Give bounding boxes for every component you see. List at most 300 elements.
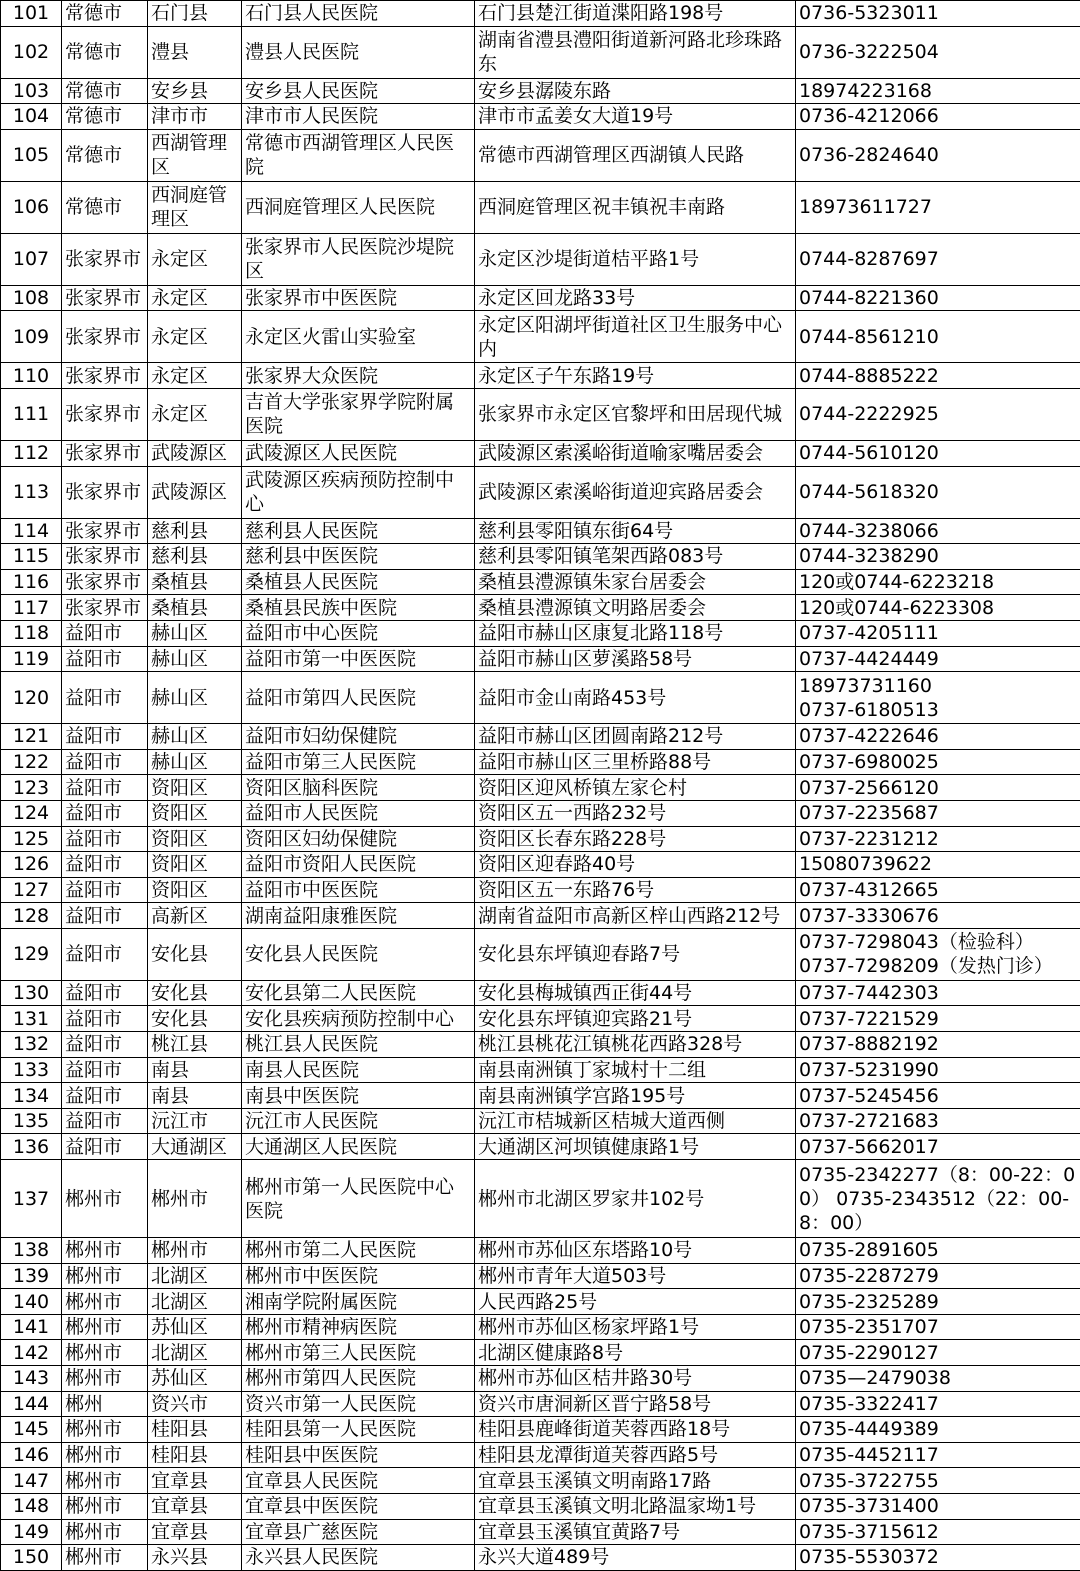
city-cell: 张家界市 [62, 569, 148, 595]
county-cell: 永定区 [148, 285, 242, 311]
table-row [1, 363, 1080, 389]
address-cell: 西洞庭管理区祝丰镇祝丰南路 [475, 181, 796, 233]
phone-cell: 0735-3322417 [796, 1391, 1080, 1417]
row-number-cell: 149 [1, 1519, 62, 1545]
hospital-name-cell: 益阳市第一中医医院 [242, 646, 475, 672]
hospital-name-cell: 资阳区脑科医院 [242, 775, 475, 801]
phone-cell: 18974223168 [796, 78, 1080, 104]
hospital-name-cell: 安乡县人民医院 [242, 78, 475, 104]
phone-cell: 0736-2824640 [796, 129, 1080, 181]
county-cell: 北湖区 [148, 1263, 242, 1289]
table-row [1, 78, 1080, 104]
phone-cell: 0735-5530372 [796, 1545, 1080, 1571]
phone-cell: 0744-3238066 [796, 518, 1080, 544]
county-cell: 桑植县 [148, 569, 242, 595]
table-row [1, 466, 1080, 518]
address-cell: 桂阳县鹿峰街道芙蓉西路18号 [475, 1417, 796, 1443]
city-cell: 张家界市 [62, 363, 148, 389]
county-cell: 慈利县 [148, 518, 242, 544]
row-number-cell: 146 [1, 1442, 62, 1468]
address-cell: 桃江县桃花江镇桃花西路328号 [475, 1032, 796, 1058]
hospital-name-cell: 桑植县人民医院 [242, 569, 475, 595]
phone-cell: 0735-2351707 [796, 1314, 1080, 1340]
phone-cell: 0735-3715612 [796, 1519, 1080, 1545]
address-cell: 郴州市苏仙区桔井路30号 [475, 1366, 796, 1392]
table-row [1, 826, 1080, 852]
phone-cell: 0744-3238290 [796, 544, 1080, 570]
county-cell: 沅江市 [148, 1108, 242, 1134]
county-cell: 永兴县 [148, 1545, 242, 1571]
row-number-cell: 126 [1, 852, 62, 878]
table-row [1, 1289, 1080, 1315]
table-row [1, 1108, 1080, 1134]
county-cell: 安化县 [148, 1006, 242, 1032]
row-number-cell: 135 [1, 1108, 62, 1134]
table-row [1, 440, 1080, 466]
hospital-name-cell: 永定区火雷山实验室 [242, 311, 475, 363]
row-number-cell: 103 [1, 78, 62, 104]
phone-cell: 0737-2566120 [796, 775, 1080, 801]
city-cell: 张家界市 [62, 518, 148, 544]
city-cell: 郴州市 [62, 1340, 148, 1366]
row-number-cell: 139 [1, 1263, 62, 1289]
address-cell: 慈利县零阳镇笔架西路083号 [475, 544, 796, 570]
county-cell: 高新区 [148, 903, 242, 929]
hospital-name-cell: 郴州市第四人民医院 [242, 1366, 475, 1392]
city-cell: 郴州市 [62, 1366, 148, 1392]
table-row [1, 724, 1080, 750]
hospital-name-cell: 益阳市第三人民医院 [242, 749, 475, 775]
hospital-name-cell: 大通湖区人民医院 [242, 1134, 475, 1160]
phone-cell: 0737-2235687 [796, 800, 1080, 826]
hospital-name-cell: 武陵源区人民医院 [242, 440, 475, 466]
row-number-cell: 128 [1, 903, 62, 929]
county-cell: 慈利县 [148, 544, 242, 570]
hospital-name-cell: 慈利县中医医院 [242, 544, 475, 570]
county-cell: 安化县 [148, 928, 242, 980]
row-number-cell: 131 [1, 1006, 62, 1032]
row-number-cell: 140 [1, 1289, 62, 1315]
phone-cell: 0736-4212066 [796, 104, 1080, 130]
phone-cell: 0737-7221529 [796, 1006, 1080, 1032]
phone-cell: 0737-5231990 [796, 1057, 1080, 1083]
table-row [1, 518, 1080, 544]
hospital-name-cell: 沅江市人民医院 [242, 1108, 475, 1134]
county-cell: 苏仙区 [148, 1314, 242, 1340]
address-cell: 安化县梅城镇西正街44号 [475, 980, 796, 1006]
table-row [1, 1468, 1080, 1494]
phone-cell: 15080739622 [796, 852, 1080, 878]
table-row [1, 928, 1080, 980]
county-cell: 赫山区 [148, 646, 242, 672]
city-cell: 益阳市 [62, 672, 148, 724]
hospital-name-cell: 资阳区妇幼保健院 [242, 826, 475, 852]
county-cell: 资阳区 [148, 775, 242, 801]
address-cell: 常德市西湖管理区西湖镇人民路 [475, 129, 796, 181]
hospital-name-cell: 澧县人民医院 [242, 26, 475, 78]
county-cell: 南县 [148, 1057, 242, 1083]
county-cell: 郴州市 [148, 1238, 242, 1264]
row-number-cell: 148 [1, 1493, 62, 1519]
row-number-cell: 121 [1, 724, 62, 750]
hospital-name-cell: 益阳市妇幼保健院 [242, 724, 475, 750]
county-cell: 赫山区 [148, 724, 242, 750]
address-cell: 郴州市苏仙区东塔路10号 [475, 1238, 796, 1264]
table-row [1, 181, 1080, 233]
hospital-name-cell: 郴州市第一人民医院中心医院 [242, 1160, 475, 1238]
row-number-cell: 104 [1, 104, 62, 130]
county-cell: 宜章县 [148, 1468, 242, 1494]
county-cell: 赫山区 [148, 672, 242, 724]
address-cell: 湖南省益阳市高新区梓山西路212号 [475, 903, 796, 929]
row-number-cell: 101 [1, 1, 62, 27]
table-row [1, 903, 1080, 929]
city-cell: 常德市 [62, 181, 148, 233]
hospital-name-cell: 桃江县人民医院 [242, 1032, 475, 1058]
table-row [1, 595, 1080, 621]
phone-cell: 0744-8561210 [796, 311, 1080, 363]
table-row [1, 852, 1080, 878]
table-row [1, 1134, 1080, 1160]
city-cell: 益阳市 [62, 852, 148, 878]
table-row [1, 672, 1080, 724]
county-cell: 西湖管理区 [148, 129, 242, 181]
hospital-name-cell: 西洞庭管理区人民医院 [242, 181, 475, 233]
row-number-cell: 112 [1, 440, 62, 466]
hospital-name-cell: 津市市人民医院 [242, 104, 475, 130]
county-cell: 安乡县 [148, 78, 242, 104]
table-row [1, 1391, 1080, 1417]
address-cell: 益阳市赫山区团圆南路212号 [475, 724, 796, 750]
phone-cell: 0737-6980025 [796, 749, 1080, 775]
address-cell: 石门县楚江街道渫阳路198号 [475, 1, 796, 27]
city-cell: 益阳市 [62, 903, 148, 929]
table-row [1, 646, 1080, 672]
table-row [1, 1238, 1080, 1264]
county-cell: 资阳区 [148, 852, 242, 878]
hospital-name-cell: 吉首大学张家界学院附属医院 [242, 388, 475, 440]
table-row [1, 1417, 1080, 1443]
phone-cell: 0744-5610120 [796, 440, 1080, 466]
address-cell: 张家界市永定区官黎坪和田居现代城 [475, 388, 796, 440]
address-cell: 益阳市赫山区萝溪路58号 [475, 646, 796, 672]
county-cell: 武陵源区 [148, 440, 242, 466]
address-cell: 湖南省澧县澧阳街道新河路北珍珠路东 [475, 26, 796, 78]
phone-cell: 0735-2891605 [796, 1238, 1080, 1264]
row-number-cell: 143 [1, 1366, 62, 1392]
city-cell: 益阳市 [62, 1032, 148, 1058]
hospital-name-cell: 郴州市第二人民医院 [242, 1238, 475, 1264]
hospital-name-cell: 郴州市精神病医院 [242, 1314, 475, 1340]
table-row [1, 1314, 1080, 1340]
city-cell: 张家界市 [62, 466, 148, 518]
county-cell: 安化县 [148, 980, 242, 1006]
city-cell: 益阳市 [62, 646, 148, 672]
table-row [1, 1366, 1080, 1392]
address-cell: 北湖区健康路8号 [475, 1340, 796, 1366]
address-cell: 沅江市桔城新区桔城大道西侧 [475, 1108, 796, 1134]
city-cell: 益阳市 [62, 800, 148, 826]
table-row [1, 1493, 1080, 1519]
row-number-cell: 129 [1, 928, 62, 980]
county-cell: 资阳区 [148, 800, 242, 826]
city-cell: 常德市 [62, 26, 148, 78]
city-cell: 张家界市 [62, 595, 148, 621]
table-row [1, 1, 1080, 27]
phone-cell: 0736-5323011 [796, 1, 1080, 27]
county-cell: 宜章县 [148, 1519, 242, 1545]
county-cell: 永定区 [148, 363, 242, 389]
county-cell: 北湖区 [148, 1340, 242, 1366]
address-cell: 津市市孟姜女大道19号 [475, 104, 796, 130]
phone-cell: 120或0744-6223218 [796, 569, 1080, 595]
city-cell: 益阳市 [62, 826, 148, 852]
table-row [1, 800, 1080, 826]
phone-cell: 0735-4452117 [796, 1442, 1080, 1468]
phone-cell: 0744-2222925 [796, 388, 1080, 440]
row-number-cell: 107 [1, 233, 62, 285]
phone-cell: 0735-2290127 [796, 1340, 1080, 1366]
table-row [1, 569, 1080, 595]
city-cell: 张家界市 [62, 440, 148, 466]
phone-cell: 0736-3222504 [796, 26, 1080, 78]
city-cell: 郴州 [62, 1391, 148, 1417]
row-number-cell: 118 [1, 620, 62, 646]
city-cell: 郴州市 [62, 1493, 148, 1519]
table-row [1, 1057, 1080, 1083]
table-row [1, 1032, 1080, 1058]
table-row [1, 544, 1080, 570]
city-cell: 常德市 [62, 78, 148, 104]
address-cell: 安乡县潺陵东路 [475, 78, 796, 104]
city-cell: 益阳市 [62, 1083, 148, 1109]
county-cell: 郴州市 [148, 1160, 242, 1238]
table-row [1, 1083, 1080, 1109]
address-cell: 南县南洲镇学宫路195号 [475, 1083, 796, 1109]
table-row [1, 1442, 1080, 1468]
hospital-name-cell: 资兴市第一人民医院 [242, 1391, 475, 1417]
address-cell: 益阳市金山南路453号 [475, 672, 796, 724]
phone-cell: 0735—2479038 [796, 1366, 1080, 1392]
row-number-cell: 119 [1, 646, 62, 672]
hospital-name-cell: 桂阳县第一人民医院 [242, 1417, 475, 1443]
phone-cell: 0735-2325289 [796, 1289, 1080, 1315]
hospital-name-cell: 南县人民医院 [242, 1057, 475, 1083]
phone-cell: 18973731160 0737-6180513 [796, 672, 1080, 724]
address-cell: 资阳区迎春路40号 [475, 852, 796, 878]
county-cell: 赫山区 [148, 620, 242, 646]
city-cell: 益阳市 [62, 980, 148, 1006]
city-cell: 常德市 [62, 104, 148, 130]
table-row [1, 311, 1080, 363]
phone-cell: 0737-5245456 [796, 1083, 1080, 1109]
row-number-cell: 133 [1, 1057, 62, 1083]
table-row [1, 1545, 1080, 1571]
county-cell: 桂阳县 [148, 1442, 242, 1468]
phone-cell: 0735-3731400 [796, 1493, 1080, 1519]
address-cell: 安化县东坪镇迎春路7号 [475, 928, 796, 980]
hospital-name-cell: 慈利县人民医院 [242, 518, 475, 544]
city-cell: 郴州市 [62, 1468, 148, 1494]
address-cell: 南县南洲镇丁家城村十二组 [475, 1057, 796, 1083]
hospital-name-cell: 安化县人民医院 [242, 928, 475, 980]
hospital-name-cell: 武陵源区疾病预防控制中心 [242, 466, 475, 518]
address-cell: 永定区沙堤街道桔平路1号 [475, 233, 796, 285]
address-cell: 郴州市北湖区罗家井102号 [475, 1160, 796, 1238]
county-cell: 赫山区 [148, 749, 242, 775]
address-cell: 益阳市赫山区康复北路118号 [475, 620, 796, 646]
address-cell: 人民西路25号 [475, 1289, 796, 1315]
address-cell: 武陵源区索溪峪街道迎宾路居委会 [475, 466, 796, 518]
table-row [1, 980, 1080, 1006]
city-cell: 益阳市 [62, 724, 148, 750]
county-cell: 石门县 [148, 1, 242, 27]
row-number-cell: 127 [1, 877, 62, 903]
row-number-cell: 109 [1, 311, 62, 363]
phone-cell: 0744-8885222 [796, 363, 1080, 389]
table-row [1, 1263, 1080, 1289]
table-row [1, 233, 1080, 285]
row-number-cell: 111 [1, 388, 62, 440]
hospital-name-cell: 益阳市中医医院 [242, 877, 475, 903]
address-cell: 永兴大道489号 [475, 1545, 796, 1571]
city-cell: 郴州市 [62, 1263, 148, 1289]
hospital-name-cell: 张家界市中医医院 [242, 285, 475, 311]
table-row [1, 26, 1080, 78]
county-cell: 大通湖区 [148, 1134, 242, 1160]
hospital-name-cell: 益阳市资阳人民医院 [242, 852, 475, 878]
county-cell: 西洞庭管理区 [148, 181, 242, 233]
hospital-name-cell: 湖南益阳康雅医院 [242, 903, 475, 929]
row-number-cell: 138 [1, 1238, 62, 1264]
hospital-name-cell: 桂阳县中医医院 [242, 1442, 475, 1468]
city-cell: 张家界市 [62, 311, 148, 363]
city-cell: 益阳市 [62, 1006, 148, 1032]
city-cell: 益阳市 [62, 620, 148, 646]
hospital-name-cell: 张家界大众医院 [242, 363, 475, 389]
phone-cell: 0737-5662017 [796, 1134, 1080, 1160]
hospital-name-cell: 益阳市中心医院 [242, 620, 475, 646]
row-number-cell: 124 [1, 800, 62, 826]
row-number-cell: 134 [1, 1083, 62, 1109]
phone-cell: 0737-4424449 [796, 646, 1080, 672]
county-cell: 永定区 [148, 311, 242, 363]
phone-cell: 0737-4205111 [796, 620, 1080, 646]
phone-cell: 18973611727 [796, 181, 1080, 233]
city-cell: 张家界市 [62, 233, 148, 285]
address-cell: 宜章县玉溪镇文明北路温家坳1号 [475, 1493, 796, 1519]
city-cell: 郴州市 [62, 1519, 148, 1545]
city-cell: 益阳市 [62, 749, 148, 775]
row-number-cell: 114 [1, 518, 62, 544]
table-row [1, 749, 1080, 775]
row-number-cell: 137 [1, 1160, 62, 1238]
row-number-cell: 108 [1, 285, 62, 311]
county-cell: 武陵源区 [148, 466, 242, 518]
row-number-cell: 141 [1, 1314, 62, 1340]
county-cell: 苏仙区 [148, 1366, 242, 1392]
city-cell: 张家界市 [62, 285, 148, 311]
row-number-cell: 142 [1, 1340, 62, 1366]
address-cell: 资阳区长春东路228号 [475, 826, 796, 852]
row-number-cell: 117 [1, 595, 62, 621]
city-cell: 郴州市 [62, 1314, 148, 1340]
address-cell: 武陵源区索溪峪街道喻家嘴居委会 [475, 440, 796, 466]
address-cell: 永定区阳湖坪街道社区卫生服务中心内 [475, 311, 796, 363]
address-cell: 资兴市唐洞新区晋宁路58号 [475, 1391, 796, 1417]
address-cell: 大通湖区河坝镇健康路1号 [475, 1134, 796, 1160]
address-cell: 益阳市赫山区三里桥路88号 [475, 749, 796, 775]
hospital-name-cell: 宜章县广慈医院 [242, 1519, 475, 1545]
table-row [1, 285, 1080, 311]
county-cell: 永定区 [148, 388, 242, 440]
hospital-name-cell: 南县中医医院 [242, 1083, 475, 1109]
row-number-cell: 122 [1, 749, 62, 775]
hospital-name-cell: 郴州市第三人民医院 [242, 1340, 475, 1366]
city-cell: 益阳市 [62, 1057, 148, 1083]
address-cell: 桑植县澧源镇朱家台居委会 [475, 569, 796, 595]
phone-cell: 0735-3722755 [796, 1468, 1080, 1494]
county-cell: 桃江县 [148, 1032, 242, 1058]
hospital-name-cell: 石门县人民医院 [242, 1, 475, 27]
phone-cell: 0744-8287697 [796, 233, 1080, 285]
phone-cell: 0737-4312665 [796, 877, 1080, 903]
address-cell: 宜章县玉溪镇文明南路17路 [475, 1468, 796, 1494]
city-cell: 益阳市 [62, 775, 148, 801]
hospital-name-cell: 桑植县民族中医院 [242, 595, 475, 621]
city-cell: 郴州市 [62, 1442, 148, 1468]
hospital-name-cell: 益阳市人民医院 [242, 800, 475, 826]
hospital-name-cell: 益阳市第四人民医院 [242, 672, 475, 724]
county-cell: 永定区 [148, 233, 242, 285]
table-row [1, 129, 1080, 181]
hospital-table-body [1, 1, 1080, 1571]
hospital-name-cell: 宜章县中医医院 [242, 1493, 475, 1519]
phone-cell: 0737-7298043（检验科） 0737-7298209（发热门诊） [796, 928, 1080, 980]
phone-cell: 0735-4449389 [796, 1417, 1080, 1443]
table-row [1, 104, 1080, 130]
hospital-name-cell: 湘南学院附属医院 [242, 1289, 475, 1315]
row-number-cell: 102 [1, 26, 62, 78]
phone-cell: 120或0744-6223308 [796, 595, 1080, 621]
phone-cell: 0735-2287279 [796, 1263, 1080, 1289]
address-cell: 资阳区迎风桥镇左家仑村 [475, 775, 796, 801]
county-cell: 津市市 [148, 104, 242, 130]
phone-cell: 0737-4222646 [796, 724, 1080, 750]
row-number-cell: 116 [1, 569, 62, 595]
hospital-name-cell: 张家界市人民医院沙堤院区 [242, 233, 475, 285]
city-cell: 益阳市 [62, 1108, 148, 1134]
row-number-cell: 145 [1, 1417, 62, 1443]
row-number-cell: 115 [1, 544, 62, 570]
county-cell: 桂阳县 [148, 1417, 242, 1443]
table-row [1, 388, 1080, 440]
row-number-cell: 132 [1, 1032, 62, 1058]
county-cell: 桑植县 [148, 595, 242, 621]
address-cell: 永定区子午东路19号 [475, 363, 796, 389]
row-number-cell: 113 [1, 466, 62, 518]
county-cell: 资兴市 [148, 1391, 242, 1417]
address-cell: 宜章县玉溪镇宜黄路7号 [475, 1519, 796, 1545]
row-number-cell: 123 [1, 775, 62, 801]
city-cell: 郴州市 [62, 1289, 148, 1315]
city-cell: 常德市 [62, 1, 148, 27]
table-row [1, 1340, 1080, 1366]
city-cell: 张家界市 [62, 388, 148, 440]
phone-cell: 0737-8882192 [796, 1032, 1080, 1058]
row-number-cell: 147 [1, 1468, 62, 1494]
address-cell: 桂阳县龙潭街道芙蓉西路5号 [475, 1442, 796, 1468]
